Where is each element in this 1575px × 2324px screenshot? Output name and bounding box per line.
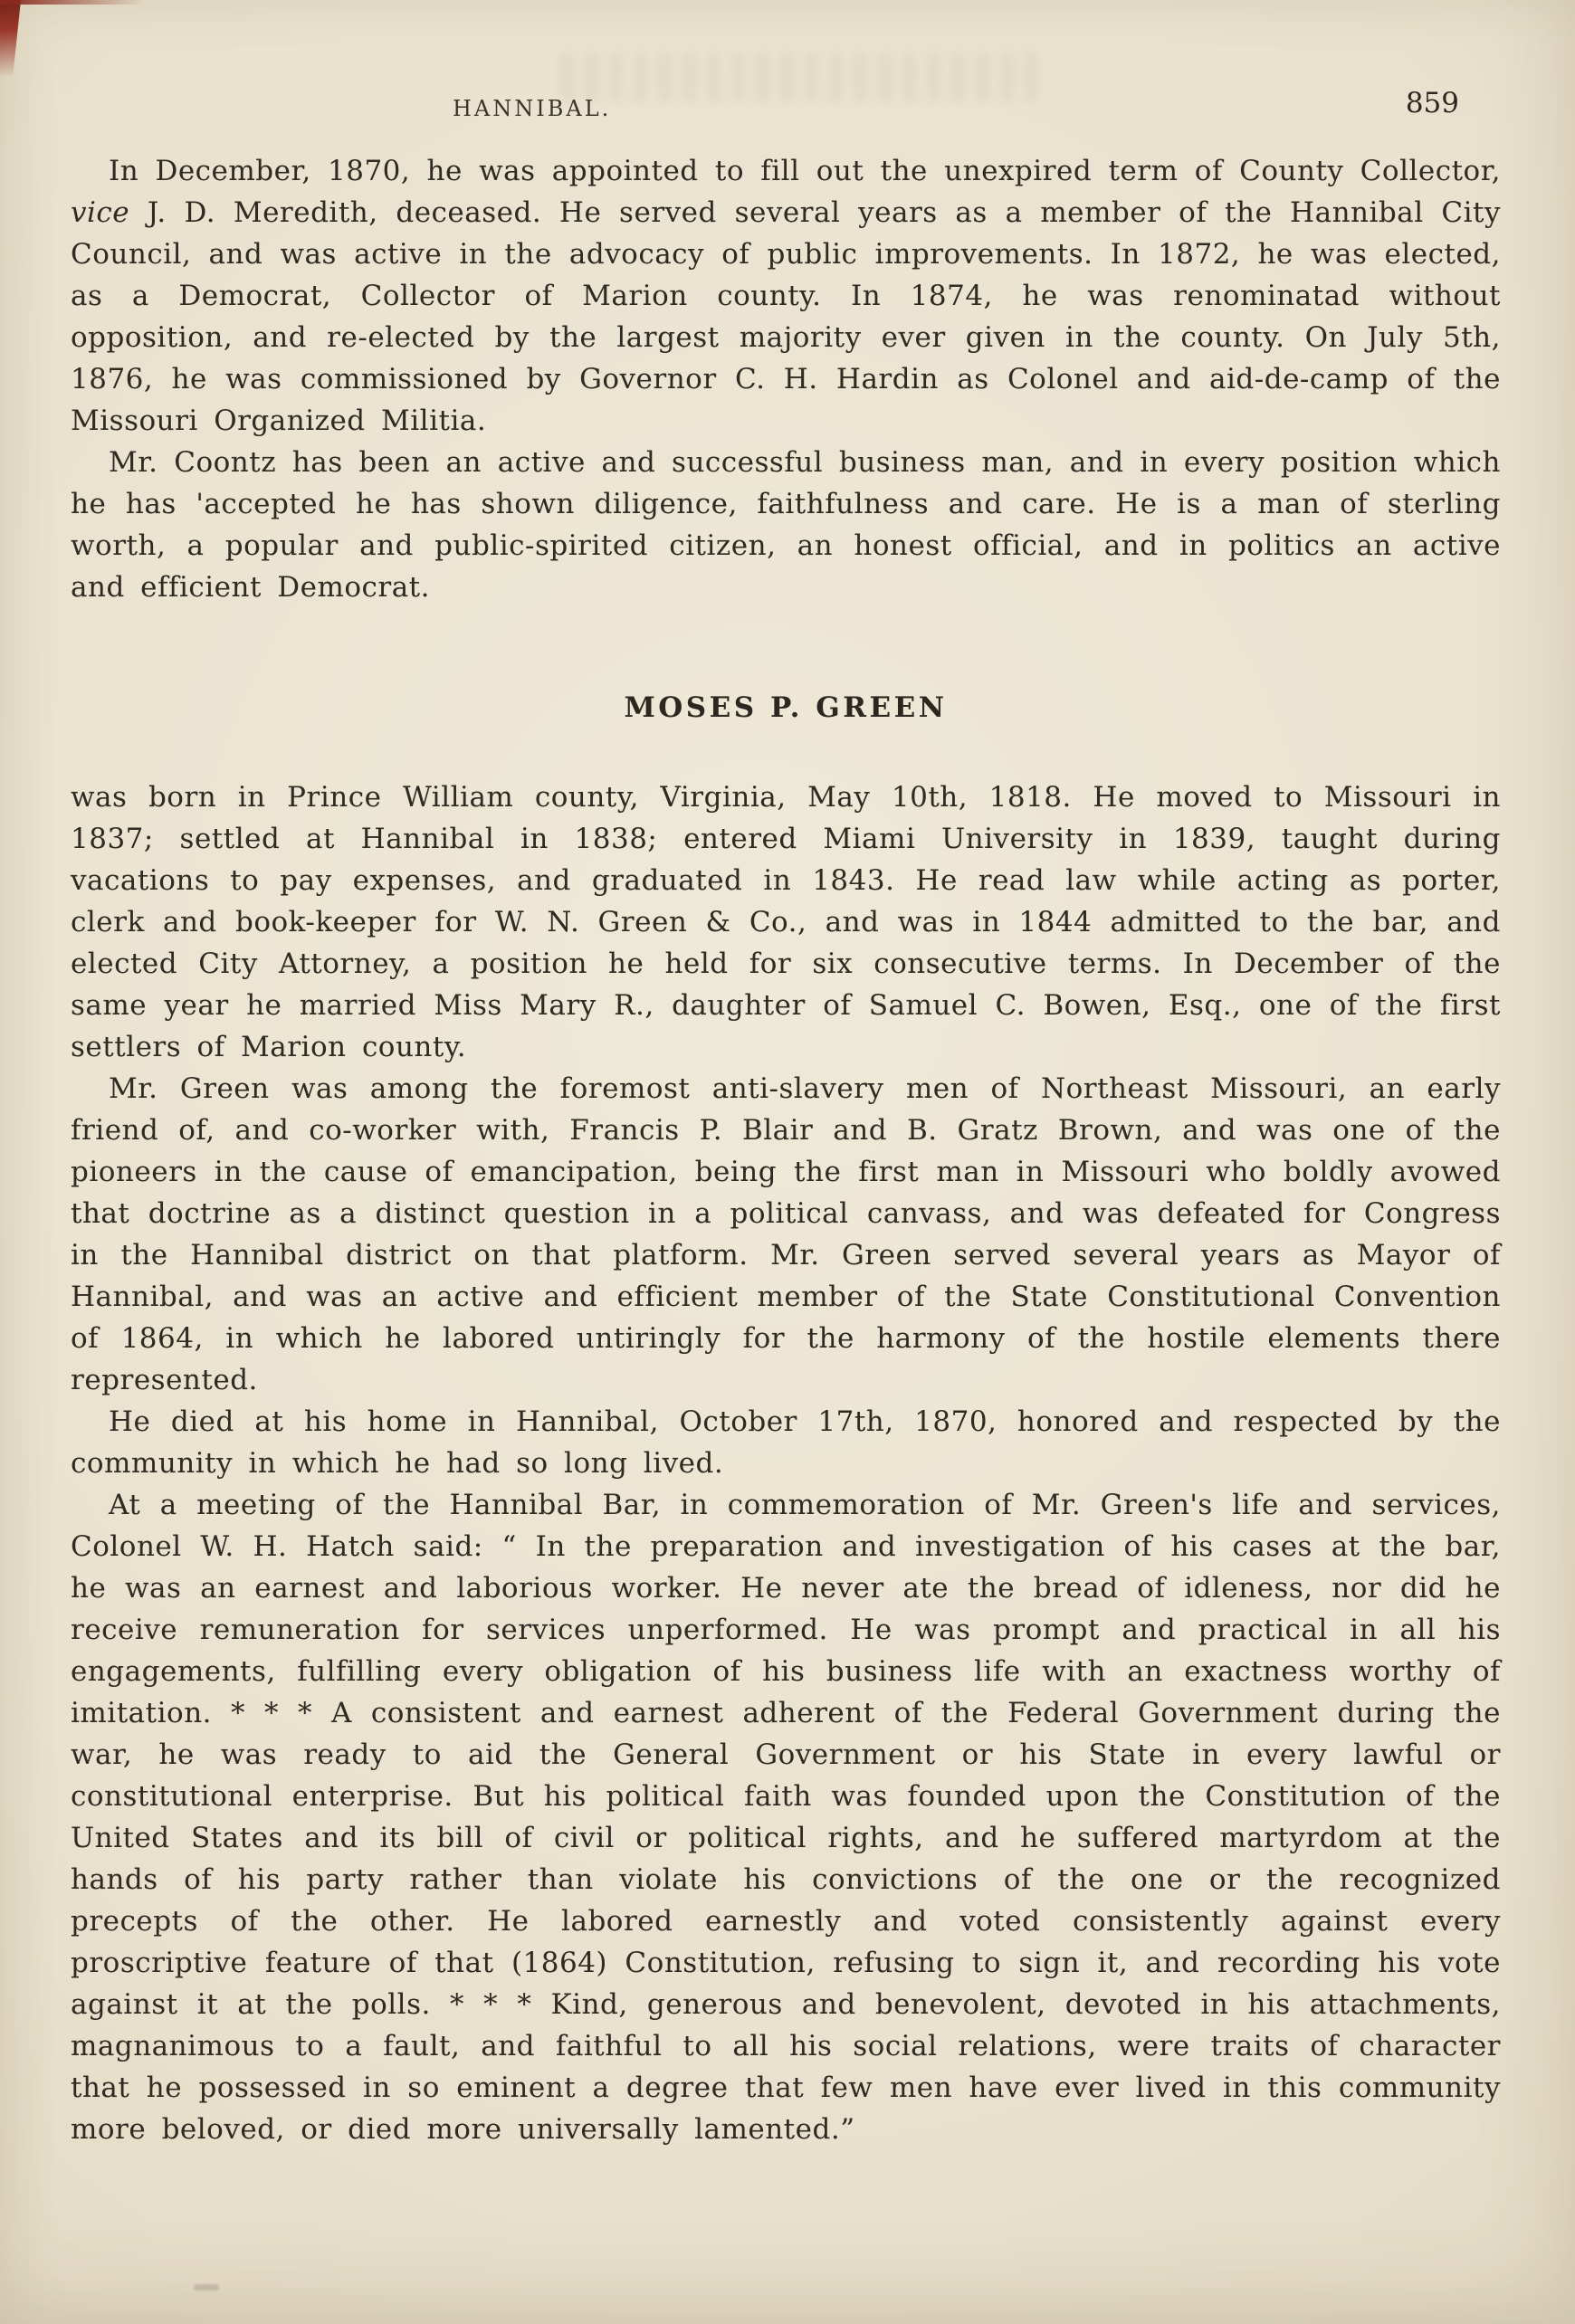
running-title: HANNIBAL. bbox=[453, 96, 612, 121]
section-green bbox=[71, 691, 1501, 2150]
paragraph bbox=[71, 150, 1501, 442]
paragraph: Mr. Coontz has been an active and successful business man, and in every position which he has 'accepted he has shown diligence, faithfulness and care. He is a man of sterling worth, a popular and public-spirited citizen, an honest official, and in politics an active and efficient Democrat. bbox=[71, 446, 1501, 604]
paragraph: was born in Prince William county, Virginia, May 10th, 1818. He moved to Missouri in 1837; settled at Hannibal in 1838; entered Miami University in 1839, taught during vacations to pay expenses, and graduated in 1843. He read law while acting as porter, clerk and book-keeper for W. N. Green & Co., and was in 1844 admitted to the bar, and elected City Attorney, a position he held for six consecutive terms. In December of the same year he married Miss Mary R., daughter of Samuel C. Bowen, Esq., one of the first settlers of Marion county. bbox=[71, 781, 1501, 1063]
scan-smudge-artifact bbox=[194, 2284, 219, 2291]
italic-text: vice bbox=[71, 196, 130, 229]
section-coontz bbox=[71, 150, 1501, 608]
paragraph: Mr. Green was among the foremost anti-slavery men of Northeast Missouri, an early friend of, and co-worker with, Francis P. Blair and B. Gratz Brown, and was one of the pioneers in the cause of emancipation, being the first man in Missouri who boldly avowed that doctrine as a distinct question in a political canvass, and was defeated for Congress in the Hannibal district on that platform. Mr. Green served several years as Mayor of Hannibal, and was an active and efficient member of the State Constitutional Convention of 1864, in which he labored untiringly for the harmony of the hostile elements there represented. bbox=[71, 1072, 1501, 1396]
section-heading: MOSES P. GREEN bbox=[624, 691, 948, 724]
paragraph: At a meeting of the Hannibal Bar, in commemoration of Mr. Green's life and services, Colonel W. H. Hatch said: “ In the preparation and investigation of his cases at the bar, he was an earnest and laborious worker. He never ate the bread of idleness, nor did he receive remuneration for services unperformed. He was prompt and practical in all his engagements, fulfilling every obligation of his business life with an exactness worthy of imitation. * * * A consistent and earnest adherent of the Federal Government during the war, he was ready to aid the General Government or his State in every lawful or constitutional enterprise. But his political faith was founded upon the Constitution of the United States and its bill of civil or political rights, and he suffered martyrdom at the hands of his party rather than violate his convictions of the one or the recognized precepts of the other. He labored earnestly and voted consistently against every proscriptive feature of that (1864) Constitution, refusing to sign it, and recording his vote against it at the polls. * * * Kind, generous and benevolent, devoted in his attachments, magnanimous to a fault, and faithful to all his social relations, were traits of character that he possessed in so eminent a degree that few men have ever lived in this community more beloved, or died more universally lamented.” bbox=[71, 1489, 1501, 2146]
text-run: J. D. Meredith, deceased. He served several years as a member of the Hannibal City Council, and was active in the advocacy of public improvements. In 1872, he was elected, as a Democrat, Collector of Marion county. In 1874, he was renominatad without opposition, and re-elected by the largest majority ever given in the county. On July 5th, 1876, he was commissioned by Governor C. H. Hardin as Colonel and aid-de-camp of the Missouri Organized Militia. bbox=[71, 196, 1501, 437]
text-run: In December, 1870, he was appointed to fill out the unexpired term of County Collector, bbox=[109, 155, 1501, 187]
page-header bbox=[71, 87, 1501, 129]
paragraph: He died at his home in Hannibal, October 17th, 1870, honored and respected by the community in which he had so long lived. bbox=[71, 1405, 1501, 1480]
page-number: 859 bbox=[1405, 87, 1459, 119]
